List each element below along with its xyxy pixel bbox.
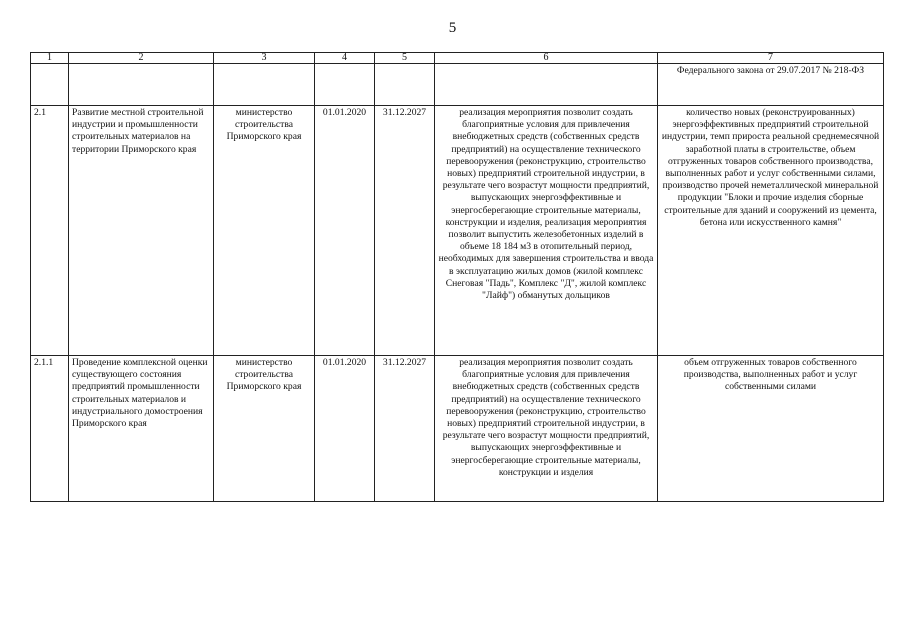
page-number: 5 bbox=[448, 20, 457, 36]
expected-result: реализация мероприятия позволит создать благоприятные условия для привлечения внебюджетных средств (собственных средств предприятий) на осуществление технического перевооружения (реконструкцию, строительство новых) предприятий строительной индустрии, в результате чего возрастут мощности предприятий, выпускающих энергоэффективные и энергосберегающие строительные материалы, конструкции и изделия, реализация мероприятия позволит выпустить железобетонных изделий в объеме 18 184 м3 в отопительный период, необходимых для завершения строительства и ввода в эксплуатацию жилых домов (жилой комплекс Снеговая "Падь", Комплекс "Д", жилой комплекс "Лайф") обманутых дольщиков bbox=[435, 106, 658, 356]
header-cell: 7 bbox=[658, 53, 884, 64]
end-date: 31.12.2027 bbox=[375, 356, 435, 502]
end-date: 31.12.2027 bbox=[375, 106, 435, 356]
header-cell: 4 bbox=[315, 53, 375, 64]
empty-cell bbox=[31, 64, 69, 106]
table-row bbox=[31, 106, 884, 356]
header-cell: 5 bbox=[375, 53, 435, 64]
header-cell: 1 bbox=[31, 53, 69, 64]
executor: министерство строительства Приморского края bbox=[214, 106, 315, 356]
table-row bbox=[31, 356, 884, 502]
row-number: 2.1 bbox=[31, 106, 69, 356]
empty-cell bbox=[69, 64, 214, 106]
continuation-text: Федерального закона от 29.07.2017 № 218-ФЗ bbox=[658, 64, 884, 106]
measure-name: Проведение комплексной оценки существующего состояния предприятий промышленности строительных материалов и индустриального домостроения Приморского края bbox=[69, 356, 214, 502]
start-date: 01.01.2020 bbox=[315, 106, 375, 356]
empty-cell bbox=[435, 64, 658, 106]
empty-cell bbox=[214, 64, 315, 106]
executor: министерство строительства Приморского края bbox=[214, 356, 315, 502]
header-cell: 2 bbox=[69, 53, 214, 64]
expected-result: реализация мероприятия позволит создать благоприятные условия для привлечения внебюджетных средств (собственных средств предприятий) на осуществление технического перевооружения (реконструкцию, строительство новых) предприятий строительной индустрии, в результате чего возрастут мощности предприятий, выпускающих энергоэффективные и энергосберегающие строительные материалы, конструкции и изделия bbox=[435, 356, 658, 502]
measures-table bbox=[30, 52, 884, 502]
start-date: 01.01.2020 bbox=[315, 356, 375, 502]
measure-name: Развитие местной строительной индустрии и промышленности строительных материалов на территории Приморского края bbox=[69, 106, 214, 356]
indicators: объем отгруженных товаров собственного производства, выполненных работ и услуг собственными силами bbox=[658, 356, 884, 502]
indicators: количество новых (реконструированных) энергоэффективных предприятий строительной индустрии, темп прироста реальной среднемесячной заработной платы в строительстве, объем отгруженных товаров собственного производства, выполненных работ и услуг собственными силами, производство прочей неметаллической минеральной продукции "Блоки и прочие изделия сборные строительные для зданий и сооружений из цемента, бетона или искусственного камня" bbox=[658, 106, 884, 356]
row-number: 2.1.1 bbox=[31, 356, 69, 502]
continuation-row bbox=[31, 64, 884, 106]
empty-cell bbox=[375, 64, 435, 106]
header-cell: 3 bbox=[214, 53, 315, 64]
header-cell: 6 bbox=[435, 53, 658, 64]
empty-cell bbox=[315, 64, 375, 106]
header-row bbox=[31, 53, 884, 64]
